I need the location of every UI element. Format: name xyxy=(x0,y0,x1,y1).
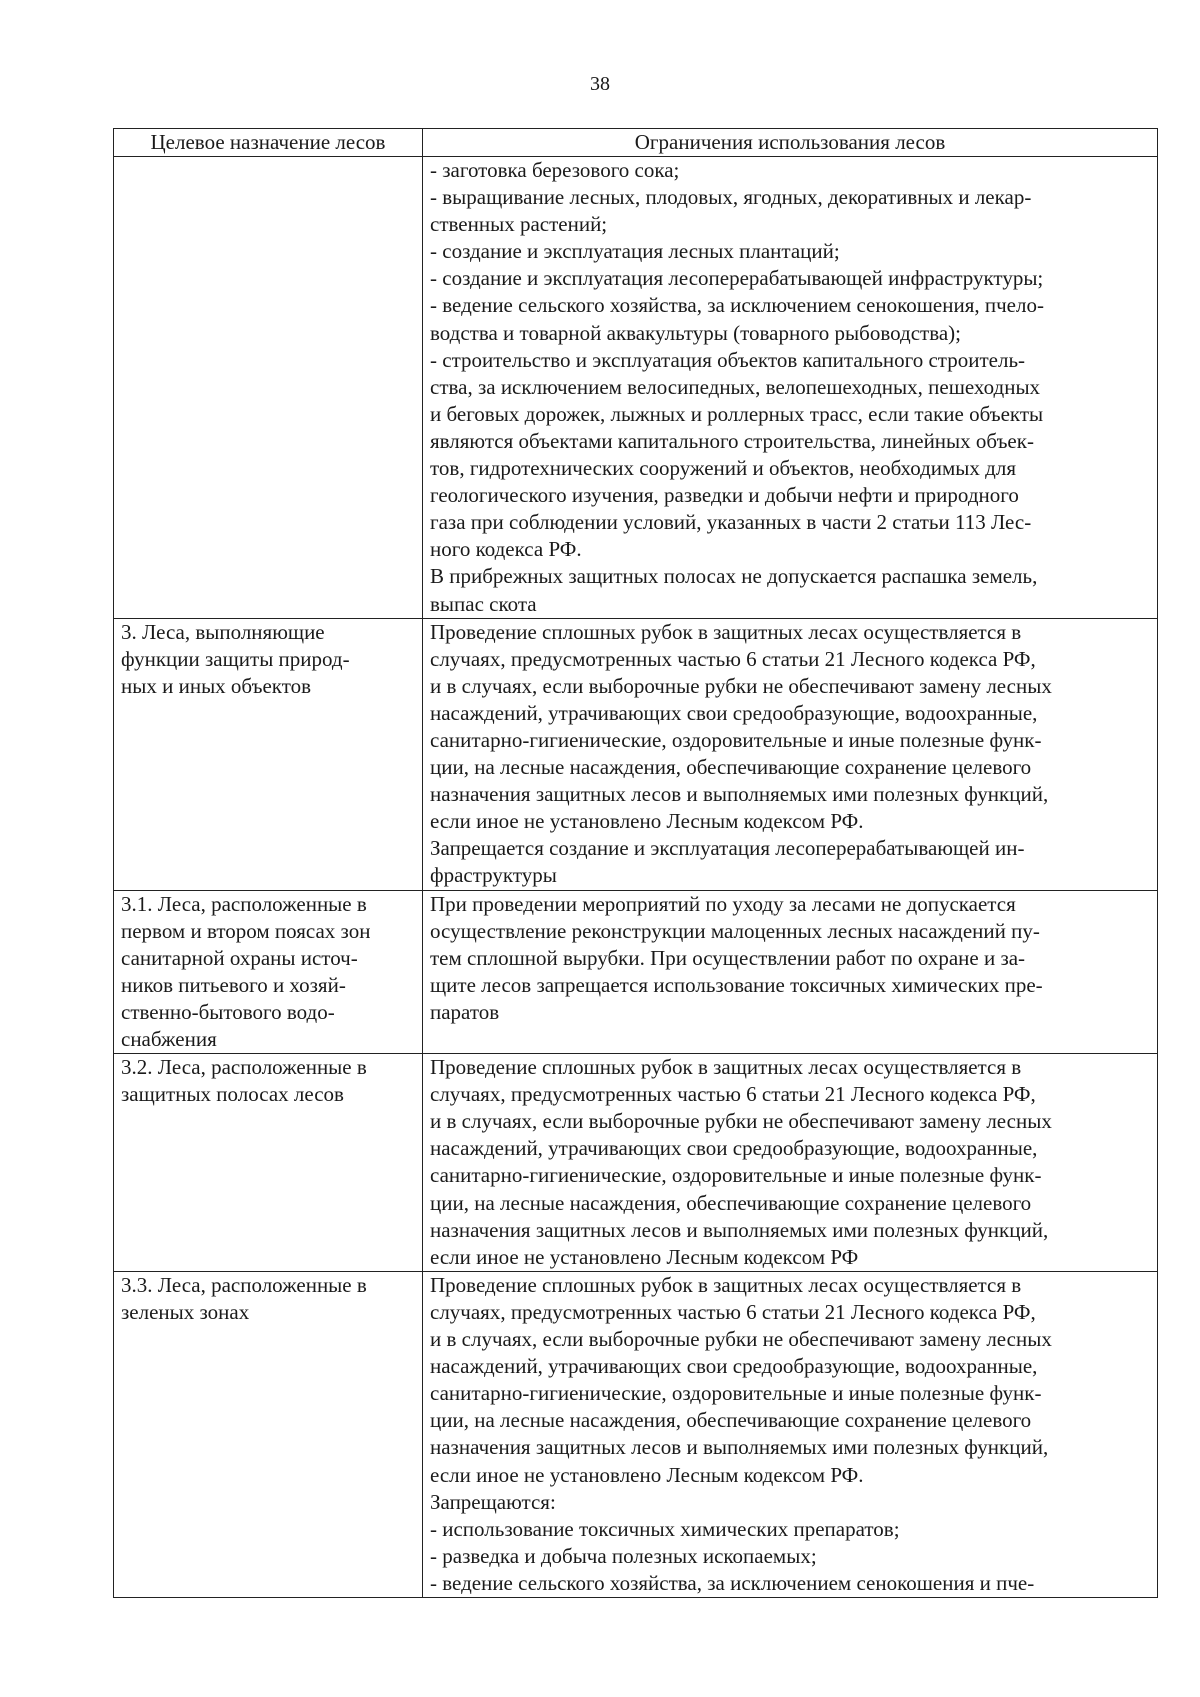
forest-purpose-line: функции защиты природ- xyxy=(121,646,350,671)
forest-purpose-line: 3.2. Леса, расположенные в xyxy=(121,1055,367,1080)
usage-restriction-line: - ведение сельского хозяйства, за исключением сенокошения, пчело- xyxy=(430,293,1044,318)
usage-restriction-line: и беговых дорожек, лыжных и роллерных трасс, если такие объекты xyxy=(430,401,1044,426)
usage-restriction-line: являются объектами капитального строительства, линейных объек- xyxy=(430,428,1034,453)
usage-restrictions-cell xyxy=(423,618,1158,890)
usage-restriction-line: выпас скота xyxy=(430,591,537,616)
forest-purpose-line: снабжения xyxy=(121,1027,217,1051)
usage-restriction-line: ции, на лесные насаждения, обеспечивающие сохранение целевого xyxy=(430,1190,1032,1215)
forest-purpose-line: ных и иных объектов xyxy=(121,673,312,698)
usage-restriction-line: насаждений, утрачивающих свои средообразующие, водоохранные, xyxy=(430,700,1038,725)
usage-restriction-line: паратов xyxy=(430,999,500,1024)
usage-restriction-line: санитарно-гигиенические, оздоровительные и иные полезные функ- xyxy=(430,1381,1042,1406)
forest-purpose-line: защитных полосах лесов xyxy=(121,1082,344,1107)
forest-purpose-line: первом и втором поясах зон xyxy=(121,918,371,943)
usage-restriction-line: санитарно-гигиенические, оздоровительные и иные полезные функ- xyxy=(430,1163,1042,1188)
usage-restriction-line: санитарно-гигиенические, оздоровительные и иные полезные функ- xyxy=(430,727,1042,752)
usage-restriction-line: - создание и эксплуатация лесных плантаций; xyxy=(430,239,840,264)
usage-restrictions-cell xyxy=(423,890,1158,1054)
usage-restriction-line: Проведение сплошных рубок в защитных лесах осуществляется в xyxy=(430,619,1022,644)
forest-purpose-cell xyxy=(114,1054,423,1272)
usage-restriction-line: ственных растений; xyxy=(430,212,608,237)
usage-restriction-line: и в случаях, если выборочные рубки не обеспечивают замену лесных xyxy=(430,1109,1052,1134)
usage-restriction-line: - ведение сельского хозяйства, за исключением сенокошения и пче- xyxy=(430,1570,1035,1595)
forest-purpose-cell xyxy=(114,157,423,619)
table-header-row xyxy=(114,129,1158,157)
forest-purpose-line: 3.3. Леса, расположенные в xyxy=(121,1272,367,1297)
usage-restriction-line: тов, гидротехнических сооружений и объектов, необходимых для xyxy=(430,456,1016,481)
usage-restriction-line: если иное не установлено Лесным кодексом РФ. xyxy=(430,809,864,834)
usage-restriction-line: назначения защитных лесов и выполняемых ими полезных функций, xyxy=(430,1435,1049,1460)
usage-restrictions-cell xyxy=(423,157,1158,619)
forest-purpose-cell xyxy=(114,890,423,1054)
usage-restriction-line: если иное не установлено Лесным кодексом РФ. xyxy=(430,1462,864,1487)
forest-purpose-cell xyxy=(114,618,423,890)
usage-restriction-line: При проведении мероприятий по уходу за лесами не допускается xyxy=(430,891,1016,916)
usage-restriction-line: тем сплошной вырубки. При осуществлении работ по охране и за- xyxy=(430,945,1026,970)
page-number: 38 xyxy=(590,73,610,95)
usage-restriction-line: Проведение сплошных рубок в защитных лесах осуществляется в xyxy=(430,1272,1022,1297)
usage-restriction-line: фраструктуры xyxy=(430,863,557,888)
usage-restriction-line: Запрещаются: xyxy=(430,1489,556,1514)
usage-restriction-line: и в случаях, если выборочные рубки не обеспечивают замену лесных xyxy=(430,673,1052,698)
forest-purpose-line: санитарной охраны источ- xyxy=(121,945,358,970)
header-usage-restrictions: Ограничения использования лесов xyxy=(423,129,1158,157)
usage-restrictions-cell xyxy=(423,1054,1158,1272)
usage-restriction-line: случаях, предусмотренных частью 6 статьи 21 Лесного кодекса РФ, xyxy=(430,1299,1036,1324)
usage-restriction-line: ции, на лесные насаждения, обеспечивающие сохранение целевого xyxy=(430,1408,1032,1433)
usage-restriction-line: назначения защитных лесов и выполняемых ими полезных функций, xyxy=(430,782,1049,807)
usage-restriction-line: назначения защитных лесов и выполняемых ими полезных функций, xyxy=(430,1217,1049,1242)
usage-restriction-line: - разведка и добыча полезных ископаемых; xyxy=(430,1543,817,1568)
table-row xyxy=(114,157,1158,619)
usage-restriction-line: случаях, предусмотренных частью 6 статьи 21 Лесного кодекса РФ, xyxy=(430,1082,1036,1107)
usage-restriction-line: ства, за исключением велосипедных, велопешеходных, пешеходных xyxy=(430,374,1041,399)
usage-restriction-line: ции, на лесные насаждения, обеспечивающие сохранение целевого xyxy=(430,755,1032,780)
table-row xyxy=(114,890,1158,1054)
usage-restriction-line: газа при соблюдении условий, указанных в части 2 статьи 113 Лес- xyxy=(430,510,1032,535)
forest-purpose-line: ственно-бытового водо- xyxy=(121,999,335,1024)
table-row xyxy=(114,1054,1158,1272)
usage-restriction-line: и в случаях, если выборочные рубки не обеспечивают замену лесных xyxy=(430,1327,1052,1352)
forest-purpose-cell xyxy=(114,1271,423,1597)
usage-restriction-line: геологического изучения, разведки и добычи нефти и природного xyxy=(430,483,1019,508)
usage-restriction-line: осуществление реконструкции малоценных лесных насаждений пу- xyxy=(430,918,1040,943)
usage-restriction-line: щите лесов запрещается использование токсичных химических пре- xyxy=(430,972,1043,997)
forest-restrictions-table xyxy=(113,128,1158,1598)
table-row xyxy=(114,1271,1158,1597)
usage-restriction-line: случаях, предусмотренных частью 6 статьи 21 Лесного кодекса РФ, xyxy=(430,646,1036,671)
usage-restriction-line: В прибрежных защитных полосах не допускается распашка земель, xyxy=(430,564,1038,589)
usage-restriction-line: - создание и эксплуатация лесоперерабатывающей инфраструктуры; xyxy=(430,266,1044,291)
forest-purpose-line: 3. Леса, выполняющие xyxy=(121,619,325,644)
usage-restriction-line: ного кодекса РФ. xyxy=(430,537,582,562)
usage-restriction-line: Запрещается создание и эксплуатация лесоперерабатывающей ин- xyxy=(430,836,1025,861)
usage-restriction-line: если иное не установлено Лесным кодексом РФ xyxy=(430,1244,859,1269)
usage-restriction-line: - строительство и эксплуатация объектов капитального строитель- xyxy=(430,347,1026,372)
table-row xyxy=(114,618,1158,890)
header-forest-purpose: Целевое назначение лесов xyxy=(114,129,423,157)
usage-restriction-line: насаждений, утрачивающих свои средообразующие, водоохранные, xyxy=(430,1354,1038,1379)
forest-purpose-line: зеленых зонах xyxy=(121,1299,250,1324)
usage-restriction-line: насаждений, утрачивающих свои средообразующие, водоохранные, xyxy=(430,1136,1038,1161)
usage-restriction-line: - заготовка березового сока; xyxy=(430,158,680,182)
usage-restriction-line: водства и товарной аквакультуры (товарного рыбоводства); xyxy=(430,320,961,345)
usage-restriction-line: - выращивание лесных, плодовых, ягодных, декоративных и лекар- xyxy=(430,185,1032,210)
forest-purpose-line: 3.1. Леса, расположенные в xyxy=(121,891,367,916)
usage-restriction-line: Проведение сплошных рубок в защитных лесах осуществляется в xyxy=(430,1055,1022,1080)
usage-restrictions-cell xyxy=(423,1271,1158,1597)
forest-purpose-line: ников питьевого и хозяй- xyxy=(121,972,346,997)
usage-restriction-line: - использование токсичных химических препаратов; xyxy=(430,1516,900,1541)
